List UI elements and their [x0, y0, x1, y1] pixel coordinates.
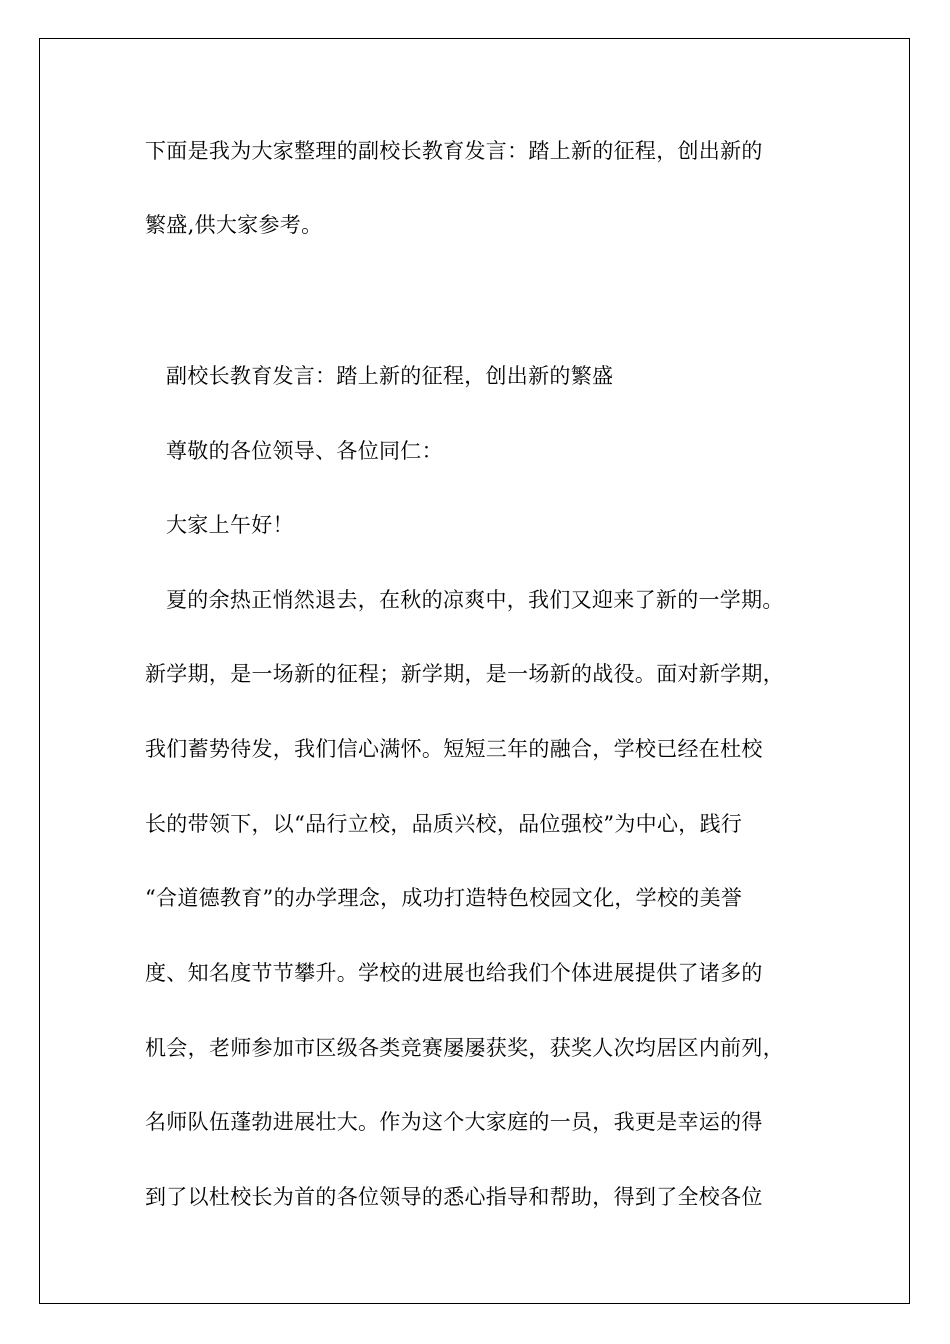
body-line: 新学期，是一场新的征程；新学期，是一场新的战役。面对新学期， [145, 662, 784, 686]
body-line: 我们蓄势待发，我们信心满怀。短短三年的融合，学校已经在杜校 [145, 737, 763, 761]
body-line: 度、知名度节节攀升。学校的进展也给我们个体进展提供了诸多的 [145, 961, 763, 985]
intro-line-2: 繁盛,供大家参考。 [145, 213, 323, 237]
body-line: 名师队伍蓬勃进展壮大。作为这个大家庭的一员，我更是幸运的得 [145, 1110, 763, 1134]
body-line: 到了以杜校长为首的各位领导的悉心指导和帮助，得到了全校各位 [145, 1185, 763, 1209]
body-line: 长的带领下，以“品行立校，品质兴校，品位强校”为中心，践行 [145, 812, 743, 836]
speech-title: 副校长教育发言：踏上新的征程，创出新的繁盛 [166, 364, 614, 388]
speech-greeting: 大家上午好！ [166, 513, 294, 537]
intro-line-1: 下面是我为大家整理的副校长教育发言：踏上新的征程，创出新的 [145, 139, 763, 163]
body-line: “合道德教育”的办学理念，成功打造特色校园文化，学校的美誉 [145, 886, 743, 910]
body-line: 机会，老师参加市区级各类竞赛屡屡获奖，获奖人次均居区内前列， [145, 1036, 784, 1060]
speech-salutation: 尊敬的各位领导、各位同仁： [166, 439, 443, 463]
body-line: 夏的余热正悄然退去，在秋的凉爽中，我们又迎来了新的一学期。 [166, 588, 784, 612]
